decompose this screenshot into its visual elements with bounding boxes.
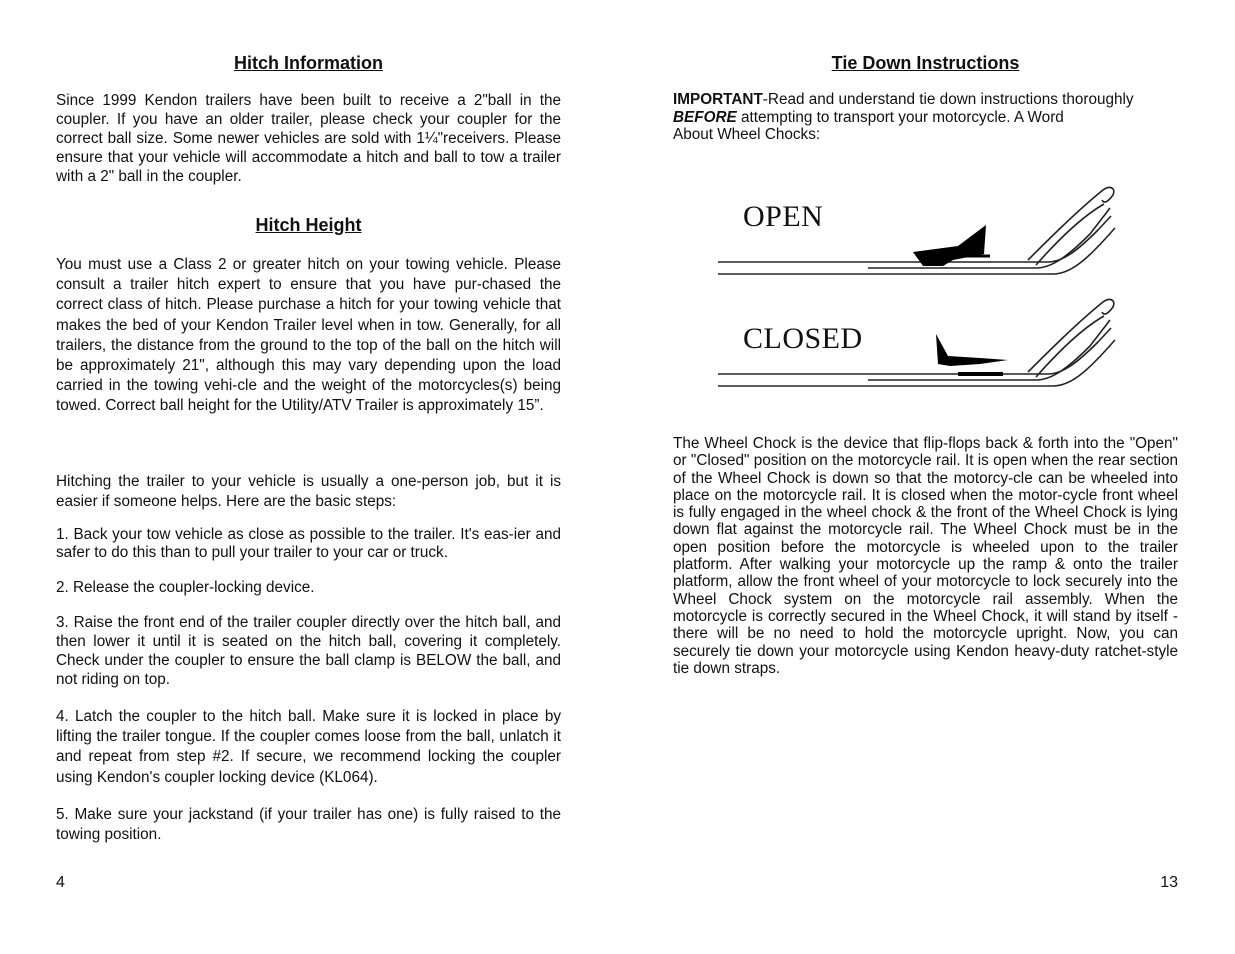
important-line-1 (673, 91, 1178, 109)
hitch-height-paragraph: You must use a Class 2 or greater hitch on your towing vehicle. Please consult a trailer hitch expert to ensure that you have pur-chased the correct class of hitch. Please purchase a hitch for your towing vehicle that makes the bed of your Kendon Trailer level when in tow. Generally, for all trailers, the distance from the ground to the top of the ball on the hitch will be approximately 21", although this may vary depending upon the load carried in the towing vehi-cle and the weight of the motorcycles(s) being towed. Correct ball height for the Utility/ATV Trailer is approximately 15”. (56, 256, 561, 415)
important-line-2 (673, 109, 1178, 127)
before-text: attempting to transport your motorcycle. A Word (736, 108, 1064, 126)
left-page (56, 0, 561, 954)
step-4: 4. Latch the coupler to the hitch ball. Make sure it is locked in place by lifting the trailer tongue. If the coupler comes loose from the ball, unlatch it and repeat from step #2. If secure, we recommend locking the coupler using Kendon's coupler locking device (KL064). (56, 708, 561, 786)
hitch-height-heading: Hitch Height (255, 215, 362, 235)
about-wheel-chocks-line: About Wheel Chocks: (673, 126, 821, 143)
closed-label: CLOSED (743, 322, 863, 355)
step-3: 3. Raise the front end of the trailer coupler directly over the hitch ball, and then lower it until it is seated on the hitch ball, covering it completely. Check under the coupler to ensure the ball clamp is BELOW the ball, and not riding on top. (56, 614, 561, 688)
open-label: OPEN (743, 200, 824, 233)
important-text: -Read and understand tie down instructions thoroughly (762, 91, 1134, 108)
page-number-right: 13 (1160, 874, 1178, 891)
hitch-information-paragraph: Since 1999 Kendon trailers have been built to receive a 2"ball in the coupler. If you have an older trailer, please check your coupler for the correct ball size. Some newer vehicles are sold with 1¼"receivers. Please ensure that your vehicle will accommodate a hitch and ball to tow a trailer with a 2" ball in the coupler. (56, 92, 561, 185)
step-1: 1. Back your tow vehicle as close as possible to the trailer. It's eas-ier and safer to do this than to pull your trailer to your car or truck. (56, 526, 561, 561)
wheel-chock-paragraph: The Wheel Chock is the device that flip-flops back & forth into the "Open" or "Closed" position on the motorcycle rail. It is open when the rear section of the Wheel Chock is down so that the motorcy-cle can be wheeled into place on the motorcycle rail. It is closed when the motor-cycle front wheel is fully engaged in the wheel chock & the front of the Wheel Chock is lying down flat against the motorcycle rail. The Wheel Chock must be in the open position before the motorcycle is wheeled upon to the trailer platform. After walking your motorcycle up the ramp & onto the trailer platform, allow the front wheel of your motorcycle to lock securely into the Wheel Chock system on the motorcycle rail assembly. When the motorcycle is correctly secured in the Wheel Chock, it will stand by itself - there will be no need to hold the motorcycle upright. Now, you can securely tie down your motorcycle using Kendon heavy-duty ratchet-style tie down straps. (673, 435, 1178, 677)
right-page (673, 0, 1178, 954)
wheel-chock-open-drawing (718, 180, 1118, 280)
step-2: 2. Release the coupler-locking device. (56, 579, 315, 596)
hitching-intro-paragraph: Hitching the trailer to your vehicle is usually a one-person job, but it is easier if someone helps. Here are the basic steps: (56, 473, 561, 510)
before-label: BEFORE (673, 108, 737, 126)
hitch-information-heading: Hitch Information (234, 53, 383, 73)
wheel-chock-closed-diagram (718, 290, 1118, 390)
page-number-left: 4 (56, 874, 65, 891)
step-5: 5. Make sure your jackstand (if your trailer has one) is fully raised to the towing position. (56, 806, 561, 843)
important-label: IMPORTANT (673, 91, 763, 108)
important-notice (673, 91, 1178, 144)
wheel-chock-closed-drawing (718, 290, 1118, 390)
wheel-chock-open-diagram (718, 180, 1118, 280)
tie-down-heading: Tie Down Instructions (831, 53, 1020, 73)
